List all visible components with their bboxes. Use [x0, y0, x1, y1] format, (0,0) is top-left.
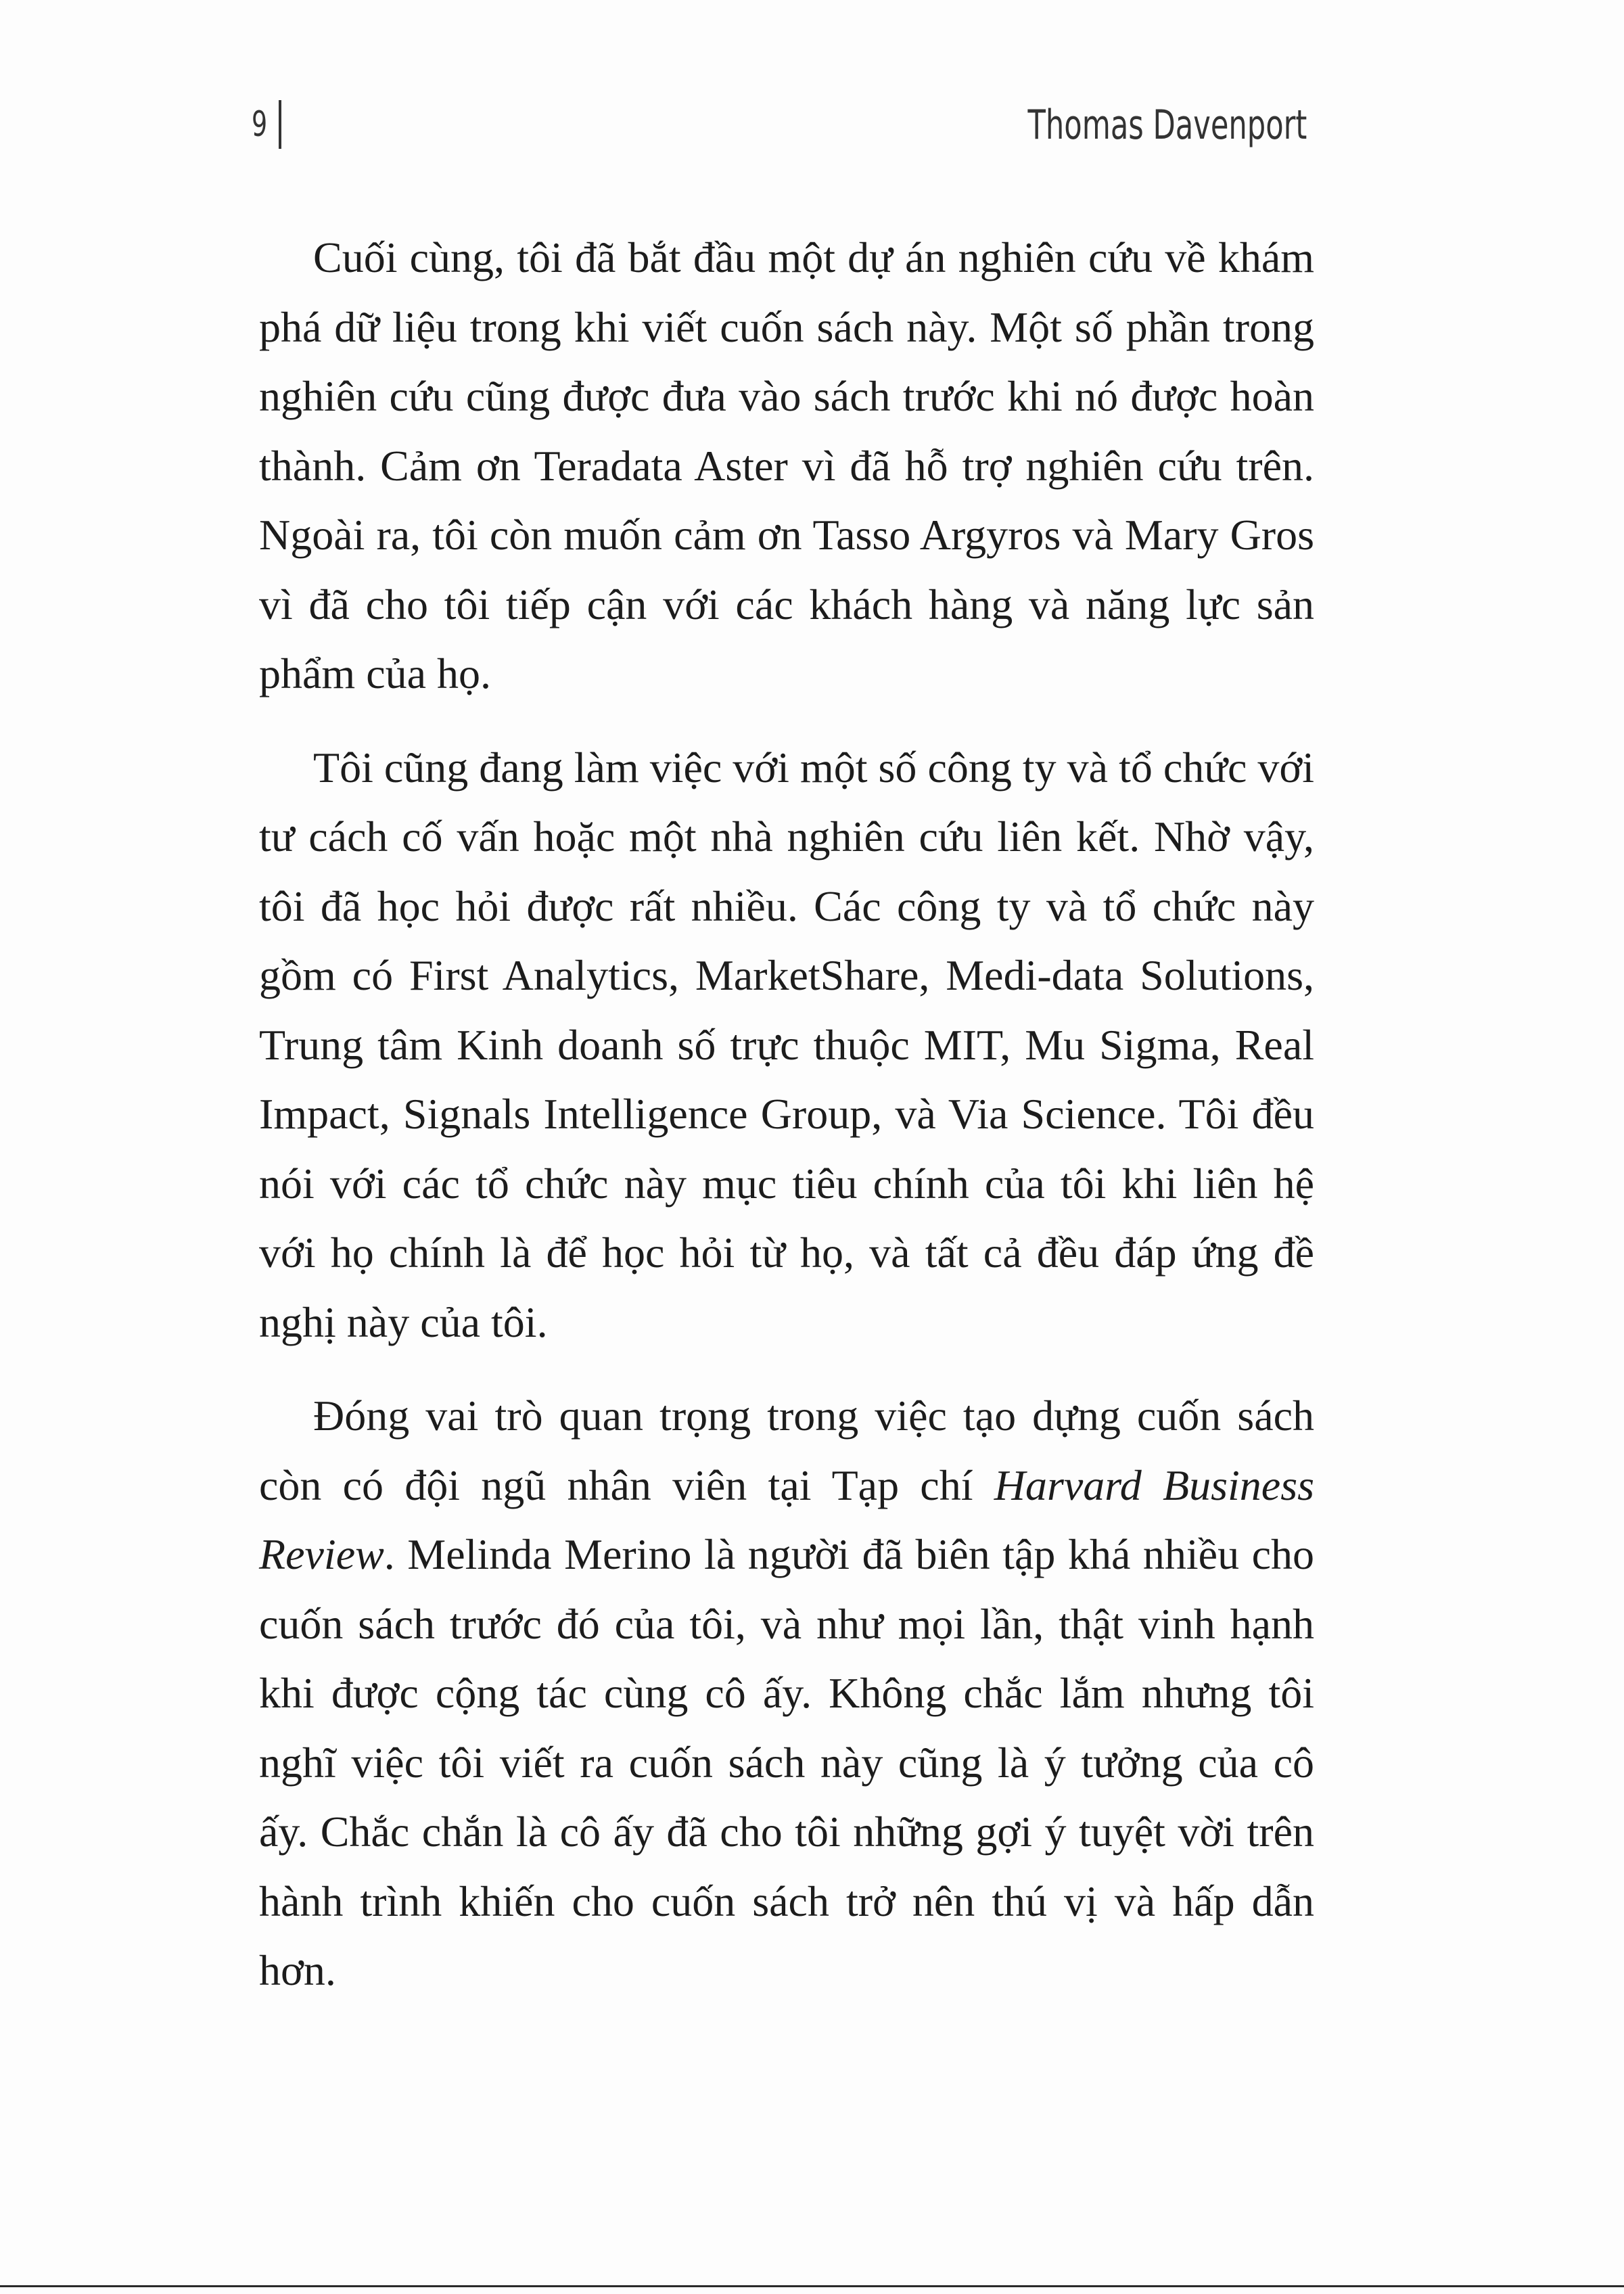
paragraph-3-part-2: . Melinda Merino là người đã biên tập khá nhiều cho cuốn sách trước đó của tôi, và như mọi lần, thật vinh hạnh khi được cộng tác cùng cô ấy. Không chắc lắm nhưng tôi nghĩ việc tôi viết ra cuốn sách này cũng là ý tưởng của cô ấy. Chắc chắn là cô ấy đã cho tôi những gợi ý tuyệt vời trên hành trình khiến cho cuốn sách trở nên thú vị và hấp dẫn hơn. — [259, 1530, 1314, 1994]
running-header — [252, 95, 1307, 149]
paragraph-3-part-1: Đóng vai trò quan trọng trong việc tạo dựng cuốn sách còn có đội ngũ nhân viên tại Tạp chí — [259, 1392, 1314, 1509]
header-divider — [279, 100, 281, 149]
body-text — [259, 223, 1314, 2030]
running-head-author: Thomas Davenport — [1027, 101, 1307, 149]
bottom-scan-edge — [0, 2285, 1624, 2287]
page-number: 9 — [252, 104, 269, 145]
paragraph-3 — [259, 1381, 1314, 2006]
journal-title: Harvard Business Review — [259, 1461, 1315, 1578]
paragraph-2: Tôi cũng đang làm việc với một số công ty và tổ chức với tư cách cố vấn hoặc một nhà nghiên cứu liên kết. Nhờ vậy, tôi đã học hỏi được rất nhiều. Các công ty và tổ chức này gồm có First Analytics, MarketShare, Medi-data Solutions, Trung tâm Kinh doanh số trực thuộc MIT, Mu Sigma, Real Impact, Signals Intelligence Group, và Via Science. Tôi đều nói với các tổ chức này mục tiêu chính của tôi khi liên hệ với họ chính là để học hỏi từ họ, và tất cả đều đáp ứng đề nghị này của tôi. — [259, 743, 1314, 1346]
paragraph-1: Cuối cùng, tôi đã bắt đầu một dự án nghiên cứu về khám phá dữ liệu trong khi viết cuốn sách này. Một số phần trong nghiên cứu cũng được đưa vào sách trước khi nó được hoàn thành. Cảm ơn Teradata Aster vì đã hỗ trợ nghiên cứu trên. Ngoài ra, tôi còn muốn cảm ơn Tasso Argyros và Mary Gros vì đã cho tôi tiếp cận với các khách hàng và năng lực sản phẩm của họ. — [259, 233, 1314, 697]
